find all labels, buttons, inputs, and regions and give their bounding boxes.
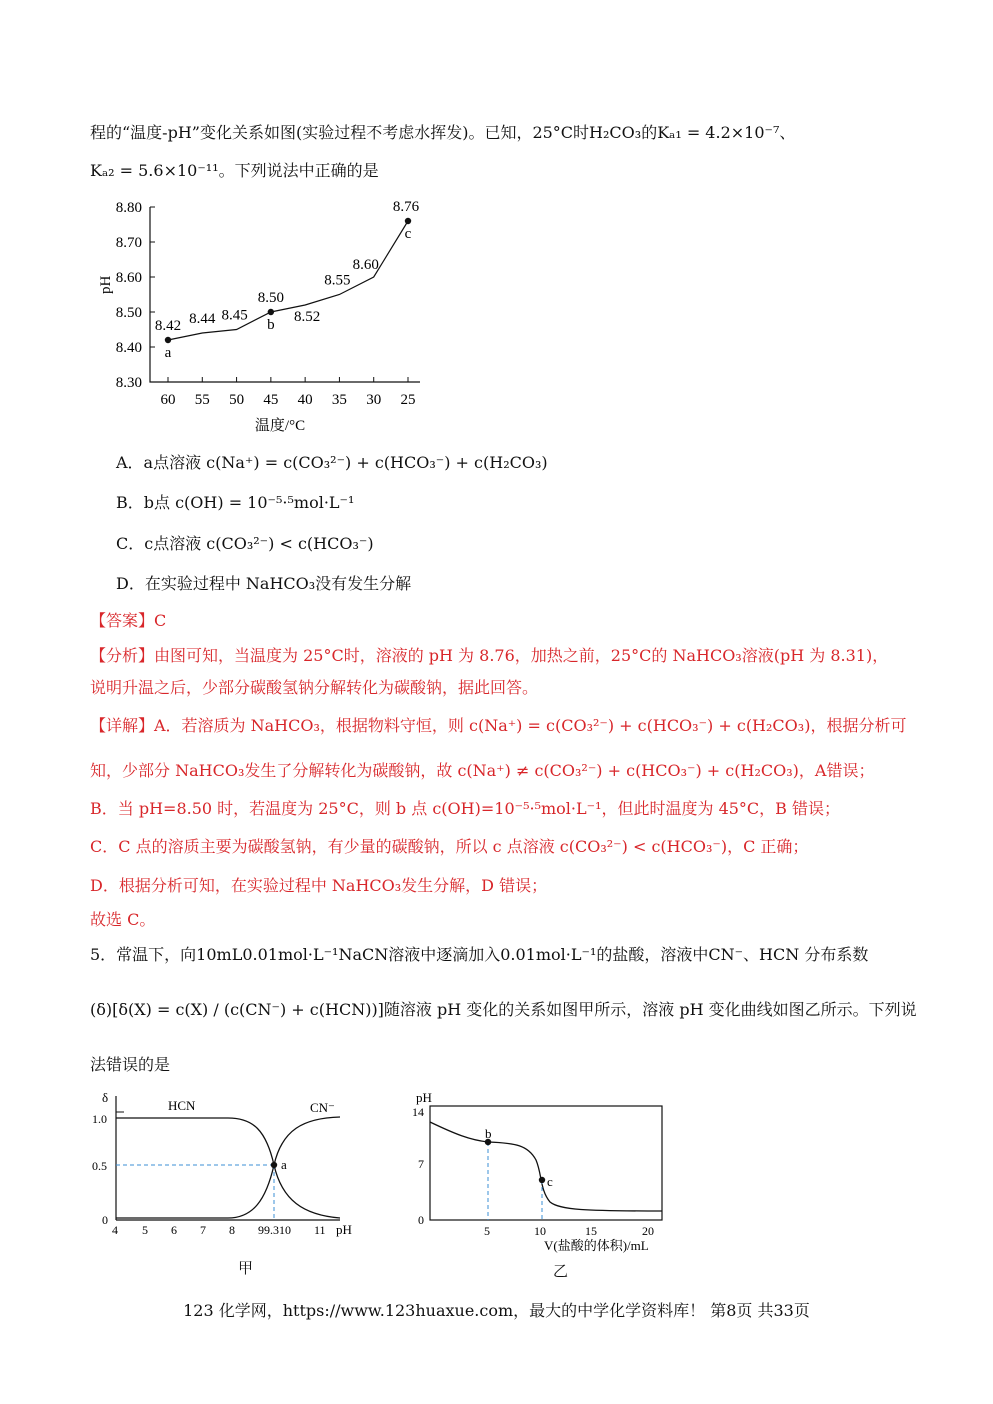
marked-point-a: [165, 337, 171, 343]
ytick-0: 0: [102, 1213, 108, 1227]
ytick-label: 8.40: [115, 340, 142, 356]
ytick-14: 14: [412, 1105, 424, 1119]
data-label: 8.52: [294, 309, 321, 325]
option-a: A．a点溶液 c(Na⁺) = c(CO₃²⁻) + c(HCO₃⁻) + c(H₂CO₃): [116, 453, 548, 472]
temp-ph-chart: [90, 192, 430, 442]
data-label: 8.50: [257, 290, 284, 306]
detail-line3: B．当 pH=8.50 时，若温度为 25°C，则 b 点 c(OH)=10⁻⁵·⁵mol·L⁻¹，但此时温度为 45°C，B 错误；: [90, 799, 841, 818]
q5-line2: (δ)[δ(X) = c(X) / (c(CN⁻) + c(HCN))]随溶液 pH 变化的关系如图甲所示，溶液 pH 变化曲线如图乙所示。下列说: [90, 1000, 917, 1019]
detail-line5: D．根据分析可知，在实验过程中 NaHCO₃发生分解，D 错误；: [90, 876, 548, 895]
detail-line1: 【详解】A．若溶质为 NaHCO₃，根据物料守恒，则 c(Na⁺) = c(CO₃²⁻) + c(HCO₃⁻) + c(H₂CO₃)，根据分析可: [90, 716, 907, 735]
cn-label: CN⁻: [310, 1100, 335, 1115]
distribution-chart: [88, 1090, 368, 1240]
xtick-label: 30: [366, 392, 382, 408]
xtick-label: 40: [297, 392, 313, 408]
ytick-7: 7: [418, 1157, 424, 1171]
q4-intro-line2: Kₐ₂ = 5.6×10⁻¹¹。下列说法中正确的是: [90, 161, 379, 180]
marked-point-label: b: [267, 317, 275, 333]
ph-axis-label: pH: [336, 1222, 352, 1237]
xtick-label: 25: [400, 392, 416, 408]
ytick-label: 8.60: [115, 270, 142, 286]
page-footer: 123 化学网，https://www.123huaxue.com，最大的中学化学资料库！ 第8页 共33页: [183, 1301, 810, 1320]
hcn-label: HCN: [168, 1098, 196, 1113]
data-label: 8.45: [221, 307, 248, 324]
titration-chart: [410, 1090, 690, 1260]
marked-point-label: a: [164, 345, 172, 361]
marked-point-label: c: [404, 226, 412, 242]
xtick-7: 7: [200, 1223, 206, 1237]
temp-ph-ylabel: pH: [98, 275, 114, 294]
detail-line6: 故选 C。: [90, 910, 156, 929]
answer: 【答案】C: [90, 611, 167, 630]
v-axis-label: V(盐酸的体积)/mL: [544, 1238, 649, 1253]
point-a-label: a: [281, 1157, 287, 1172]
delta-axis-label: δ: [102, 1090, 109, 1105]
ytick-label: 8.70: [115, 235, 142, 251]
point-c: [539, 1177, 545, 1183]
ytick-label: 8.80: [115, 200, 142, 216]
data-label: 8.44: [189, 311, 216, 327]
ytick-0b: 0: [418, 1213, 424, 1227]
xtick-20: 20: [642, 1224, 654, 1238]
data-label: 8.42: [154, 318, 182, 334]
option-d: D．在实验过程中 NaHCO₃没有发生分解: [116, 574, 412, 593]
analysis-line2: 说明升温之后，少部分碳酸氢钠分解转化为碳酸钠，据此回答。: [90, 678, 539, 697]
option-c: C．c点溶液 c(CO₃²⁻) < c(HCO₃⁻): [116, 534, 374, 553]
xtick-11: 11: [314, 1223, 326, 1237]
ph-label: pH: [416, 1090, 432, 1105]
temp-ph-marks: [155, 199, 420, 361]
xtick-5b: 5: [484, 1224, 490, 1238]
point-c-label: c: [547, 1174, 553, 1189]
data-label: 8.76: [392, 199, 420, 215]
xtick-label: 50: [229, 392, 245, 408]
analysis-line1: 【分析】由图可知，当温度为 25°C时，溶液的 pH 为 8.76，加热之前，25°C的 NaHCO₃溶液(pH 为 8.31)，: [90, 646, 889, 665]
xtick-4: 4: [112, 1223, 118, 1237]
xtick-8: 8: [229, 1223, 235, 1237]
xtick-9-10: 99.310: [258, 1223, 291, 1237]
caption-yi: 乙: [553, 1262, 569, 1280]
xtick-label: 45: [263, 392, 279, 408]
ytick-label: 8.30: [115, 375, 142, 391]
data-label: 8.60: [352, 257, 379, 273]
q5-line1: 5．常温下，向10mL0.01mol·L⁻¹NaCN溶液中逐滴加入0.01mol·L⁻¹的盐酸，溶液中CN⁻、HCN 分布系数: [90, 945, 869, 964]
marked-point-c: [405, 218, 411, 224]
caption-jia: 甲: [238, 1259, 254, 1277]
q5-line3: 法错误的是: [90, 1055, 171, 1074]
q4-intro-line1: 程的“温度-pH”变化关系如图(实验过程不考虑水挥发)。已知，25°C时H₂CO₃的Kₐ₁ = 4.2×10⁻⁷、: [90, 123, 796, 142]
temp-ph-axis-frame: [150, 207, 420, 382]
marked-point-b: [268, 309, 274, 315]
detail-line4: C．C 点的溶质主要为碳酸氢钠，有少量的碳酸钠，所以 c 点溶液 c(CO₃²⁻) < c(HCO₃⁻)，C 正确；: [90, 837, 809, 856]
point-a: [271, 1162, 277, 1168]
xtick-15: 15: [585, 1224, 597, 1238]
xtick-label: 35: [331, 392, 347, 408]
detail-line2: 知，少部分 NaHCO₃发生了分解转化为碳酸钠，故 c(Na⁺) ≠ c(CO₃²⁻) + c(HCO₃⁻) + c(H₂CO₃)，A错误；: [90, 761, 875, 780]
xtick-label: 60: [160, 392, 176, 408]
xtick-label: 55: [194, 392, 210, 408]
ytick-label: 8.50: [115, 305, 142, 321]
option-b: B．b点 c(OH) = 10⁻⁵·⁵mol·L⁻¹: [116, 493, 355, 512]
temp-ph-xlabel: 温度/°C: [254, 418, 306, 434]
xtick-5: 5: [142, 1223, 148, 1237]
xtick-6: 6: [171, 1223, 177, 1237]
ytick-1: 1.0: [92, 1112, 107, 1126]
ytick-05: 0.5: [92, 1159, 107, 1173]
xtick-10b: 10: [534, 1224, 546, 1238]
data-label: 8.55: [324, 272, 351, 289]
point-b-label: b: [485, 1126, 492, 1141]
